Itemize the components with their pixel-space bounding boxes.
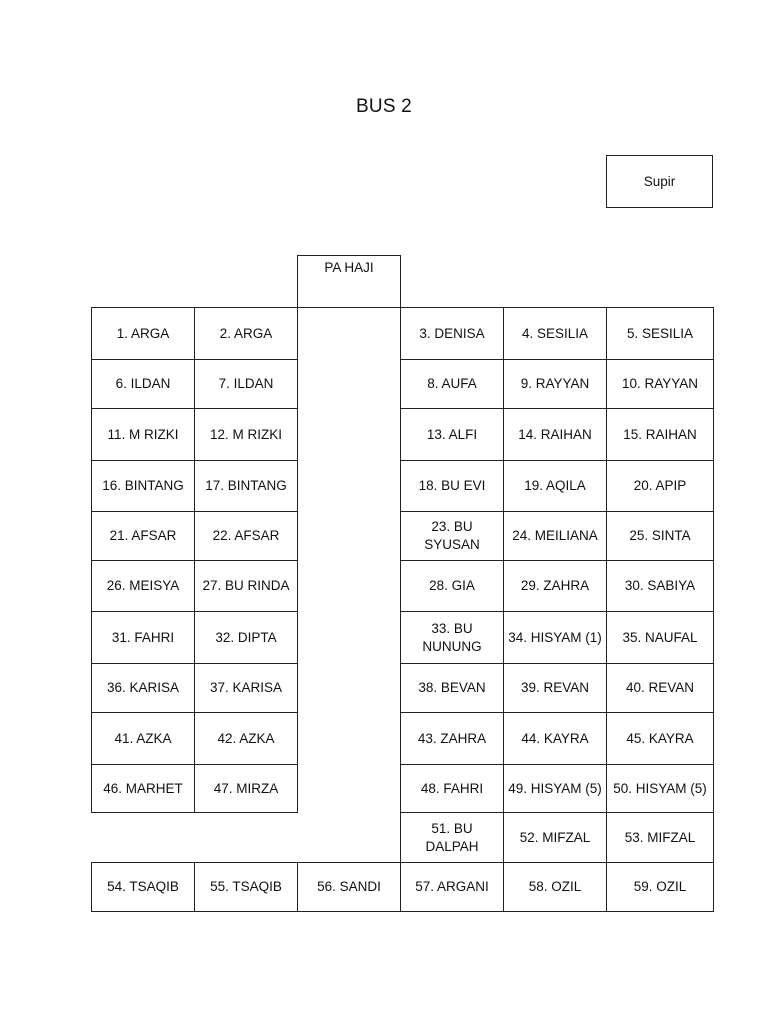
page-title: BUS 2 [356,96,412,117]
seat-3 [400,307,504,360]
seat-5 [606,307,714,360]
seat-8 [400,359,504,409]
seat-48 [400,764,504,813]
seat-2 [194,307,298,360]
seat-label: 25. SINTA [629,528,691,543]
seat-label: 36. KARISA [106,680,180,695]
seat-label: 3. DENISA [419,325,485,341]
seat-label: 59. OZIL [633,879,687,894]
front-seat-label: PA HAJI [324,260,374,275]
seat-label: 6. ILDAN [115,376,171,391]
seat-label: 7. ILDAN [218,376,274,391]
seat-label: 31. FAHRI [111,629,175,645]
seat-25 [606,511,714,561]
seat-27 [194,560,298,612]
seat-17 [194,460,298,512]
seat-45 [606,712,714,765]
seat-label: 50. HISYAM (5) [613,780,707,796]
seat-label: 42. AZKA [217,730,275,746]
seat-label: 2. ARGA [219,325,273,341]
seat-34 [503,611,607,664]
seat-47 [194,764,298,813]
seat-31 [91,611,195,664]
seat-13 [400,408,504,461]
seat-49 [503,764,607,813]
seat-label: 11. M RIZKI [107,426,179,442]
seat-label: 4. SESILIA [521,325,589,341]
seat-label: 8. AUFA [427,376,477,391]
seat-7 [194,359,298,409]
seat-label: 53. MIFZAL [624,829,696,845]
seat-44 [503,712,607,765]
seat-33 [400,611,504,664]
seat-label: 32. DIPTA [215,629,277,645]
seat-56 [297,862,401,912]
driver-seat [606,155,713,208]
seat-12 [194,408,298,461]
seat-58 [503,862,607,912]
seat-label: 52. MIFZAL [519,829,591,845]
seat-55 [194,862,298,912]
seat-43 [400,712,504,765]
seat-24 [503,511,607,561]
seat-label: 29. ZAHRA [520,578,590,593]
seat-6 [91,359,195,409]
seat-59 [606,862,714,912]
seat-label: 26. MEISYA [106,578,180,593]
seat-label: 47. MIRZA [213,780,279,796]
seat-label: 1. ARGA [116,325,170,341]
seat-37 [194,663,298,713]
seat-label: 49. HISYAM (5) [508,780,602,796]
seat-32 [194,611,298,664]
seat-label: 10. RAYYAN [621,376,699,391]
seat-label: 17. BINTANG [205,478,287,493]
seat-30 [606,560,714,612]
seat-20 [606,460,714,512]
seat-label: 9. RAYYAN [520,376,590,391]
seat-label: 24. MEILIANA [512,528,598,543]
seat-21 [91,511,195,561]
front-seat [297,255,401,308]
driver-label: Supir [643,173,676,189]
seat-label: 30. SABIYA [624,578,696,593]
seat-16 [91,460,195,512]
seat-9 [503,359,607,409]
seat-label: 51. BU DALPAH [425,820,479,854]
seat-label: 22. AFSAR [212,528,280,543]
seat-57 [400,862,504,912]
seat-label: 48. FAHRI [420,780,484,796]
seat-26 [91,560,195,612]
seat-35 [606,611,714,664]
seat-29 [503,560,607,612]
seat-28 [400,560,504,612]
seat-1 [91,307,195,360]
seat-label: 57. ARGANI [415,879,489,894]
seat-label: 44. KAYRA [521,730,589,746]
seat-53 [606,812,714,863]
seat-label: 46. MARHET [103,780,183,796]
seat-label: 38. BEVAN [418,680,486,695]
seat-52 [503,812,607,863]
seat-label: 56. SANDI [317,879,381,894]
seat-46 [91,764,195,813]
seat-39 [503,663,607,713]
seat-36 [91,663,195,713]
seat-label: 37. KARISA [209,680,283,695]
seat-42 [194,712,298,765]
seat-label: 33. BU NUNUNG [422,620,482,654]
seat-4 [503,307,607,360]
seat-label: 12. M RIZKI [209,426,282,442]
seat-50 [606,764,714,813]
seat-label: 5. SESILIA [626,325,694,341]
seat-label: 45. KAYRA [626,730,694,746]
seat-label: 13. ALFI [426,426,478,442]
seat-label: 58. OZIL [528,879,582,894]
seat-label: 14. RAIHAN [518,426,592,442]
seat-label: 15. RAIHAN [623,426,697,442]
seat-23 [400,511,504,561]
seat-40 [606,663,714,713]
seat-label: 20. APIP [633,478,687,493]
seat-label: 18. BU EVI [418,478,486,493]
seat-14 [503,408,607,461]
seat-41 [91,712,195,765]
seat-19 [503,460,607,512]
seat-label: 16. BINTANG [102,478,184,493]
seat-label: 40. REVAN [625,680,695,695]
seat-label: 55. TSAQIB [210,879,282,894]
seat-38 [400,663,504,713]
seat-11 [91,408,195,461]
seat-label: 27. BU RINDA [202,578,290,593]
seat-54 [91,862,195,912]
seat-label: 23. BU SYUSAN [424,519,480,552]
seat-label: 41. AZKA [114,730,172,746]
seat-label: 21. AFSAR [109,528,177,543]
seat-label: 19. AQILA [524,478,586,493]
seat-51 [400,812,504,863]
seat-label: 28. GIA [429,578,475,593]
seat-label: 35. NAUFAL [622,629,698,645]
seat-18 [400,460,504,512]
seat-label: 34. HISYAM (1) [508,629,602,645]
seat-label: 54. TSAQIB [107,879,179,894]
seat-10 [606,359,714,409]
seat-label: 43. ZAHRA [417,730,487,746]
seat-15 [606,408,714,461]
seat-label: 39. REVAN [520,680,590,695]
seat-22 [194,511,298,561]
